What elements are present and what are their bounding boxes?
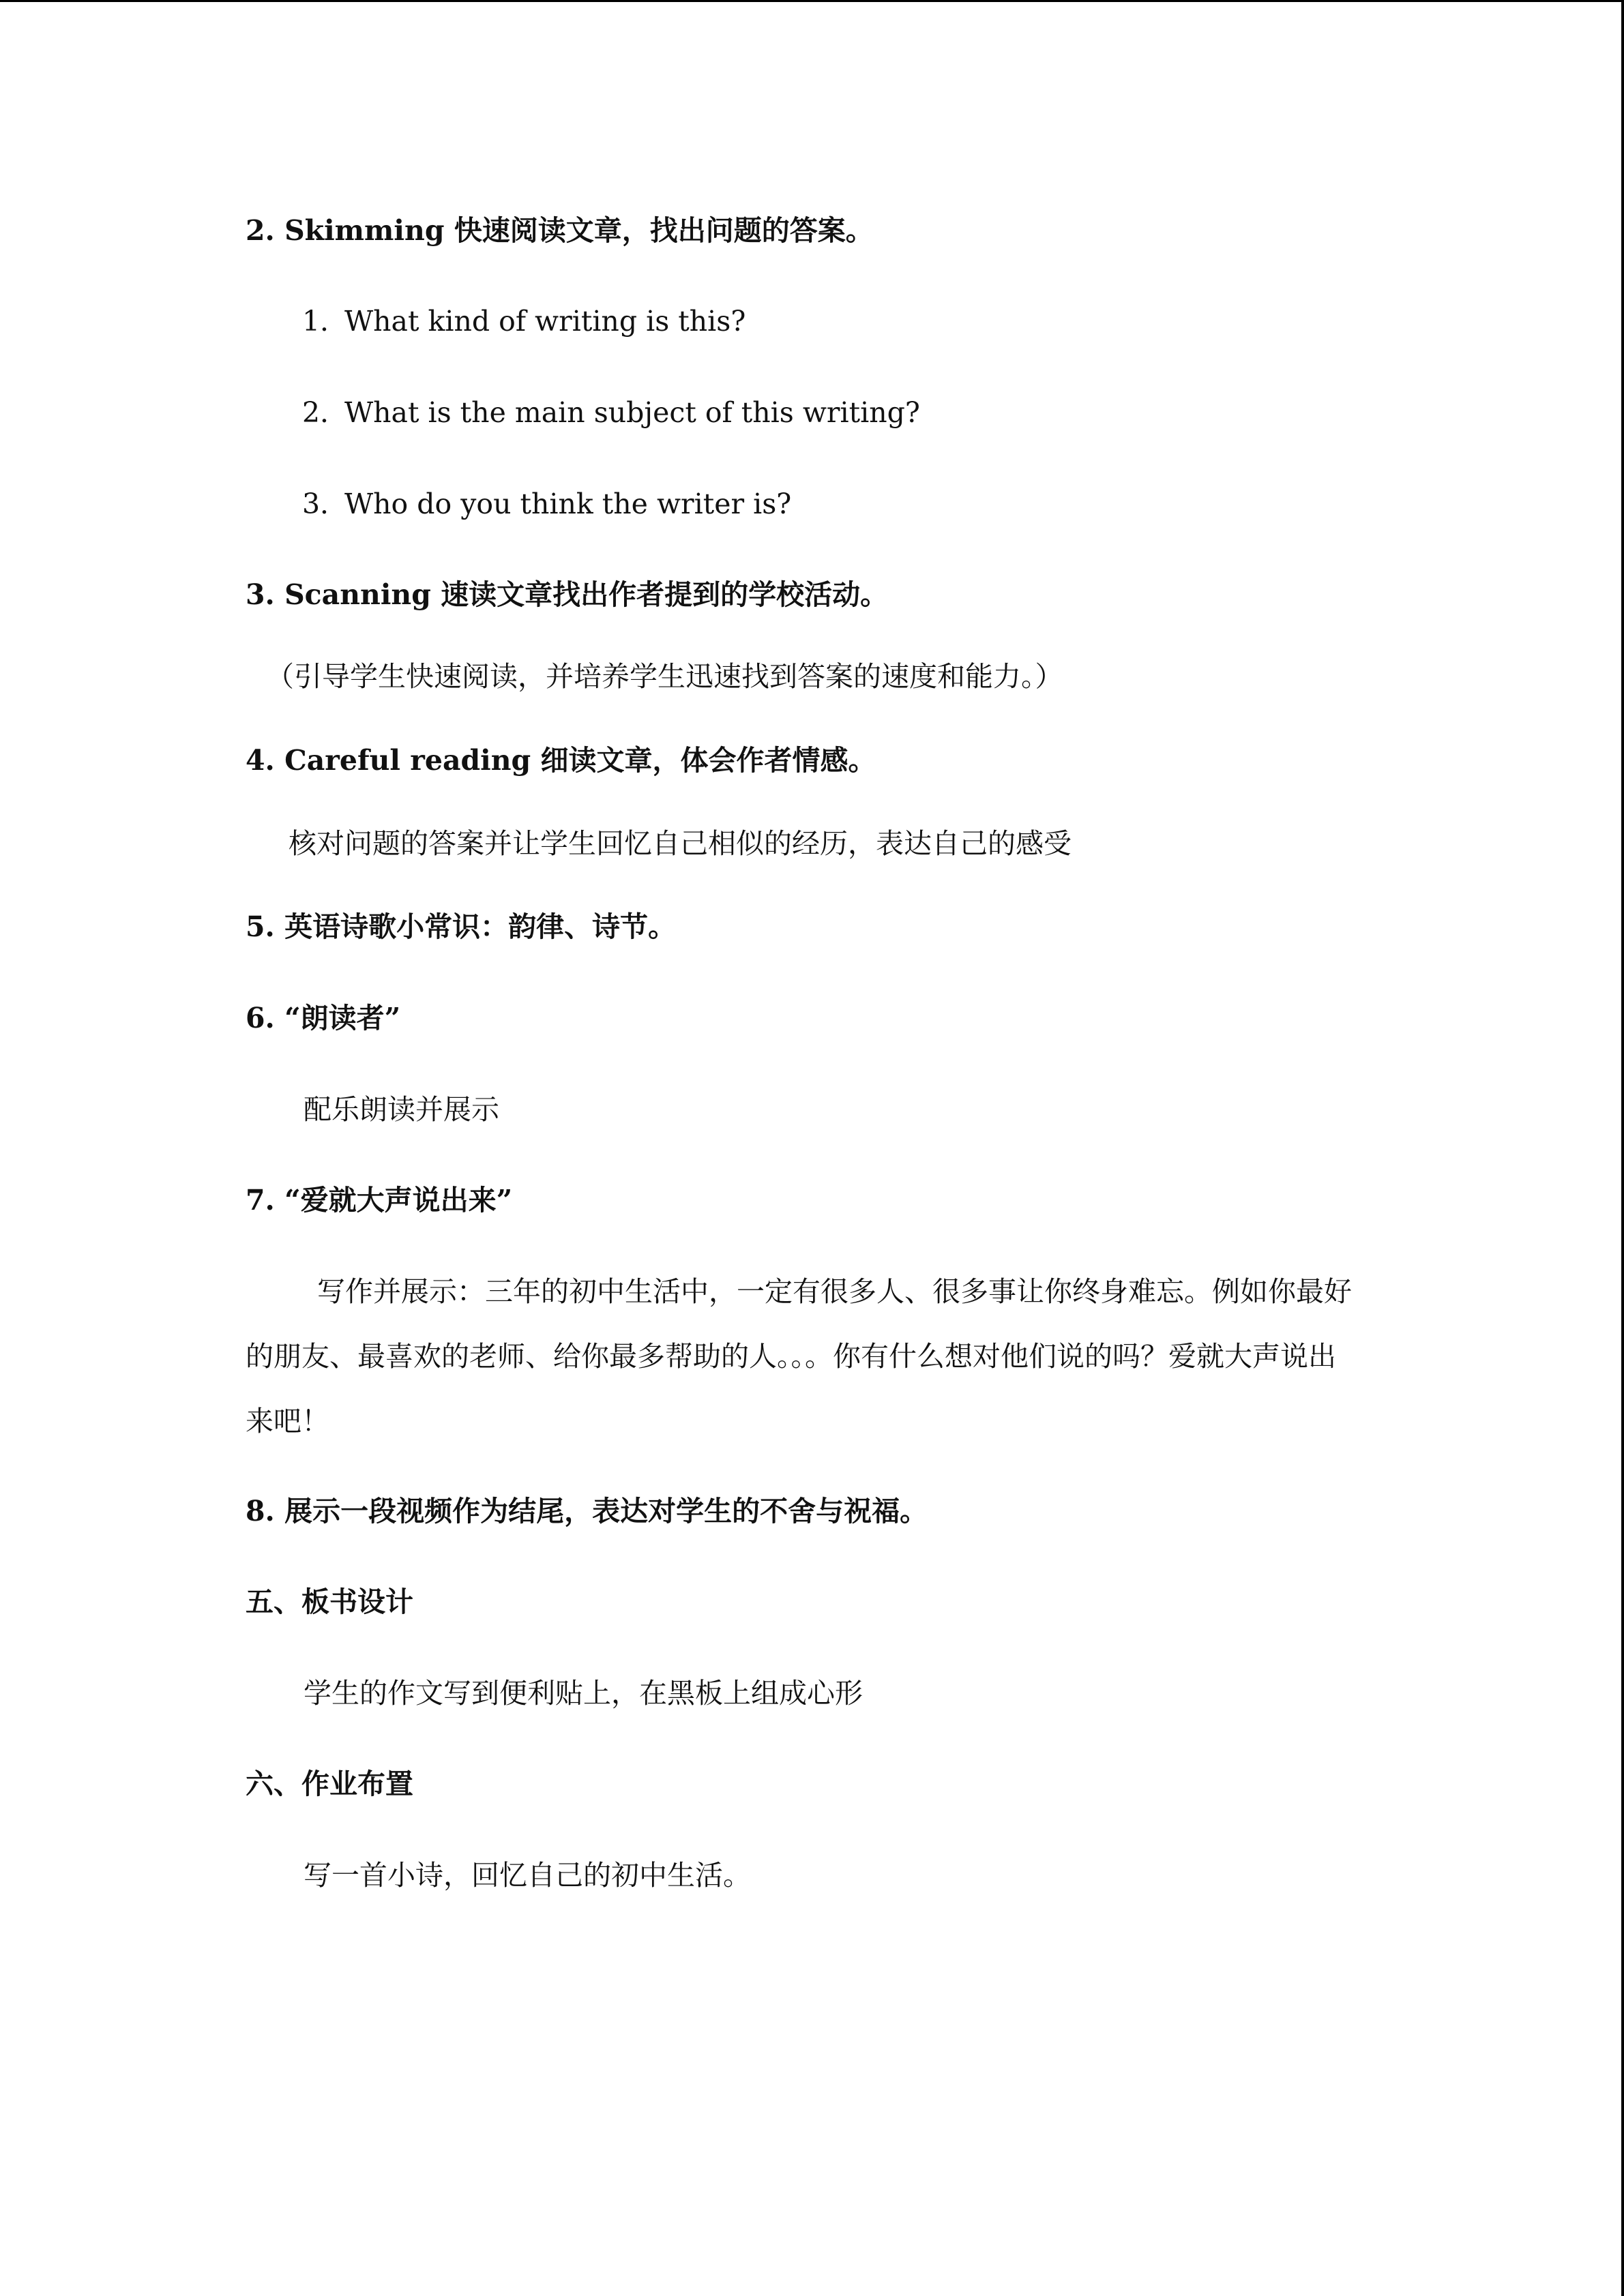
question-item <box>302 303 745 339</box>
question-number: 3． <box>302 488 349 520</box>
careful-reading-body: 核对问题的答案并让学生回忆自己相似的经历，表达自己的感受 <box>289 827 1072 860</box>
speak-out-body-line: 的朋友、最喜欢的老师、给你最多帮助的人。。。你有什么想对他们说的吗？爱就大声说出 <box>246 1340 1336 1373</box>
question-text: Who do you think the writer is? <box>344 488 792 520</box>
section-heading-scanning: 3. Scanning 速读文章找出作者提到的学校活动。 <box>246 578 889 611</box>
question-number: 1． <box>302 305 349 338</box>
section-heading-skimming: 2. Skimming 快速阅读文章，找出问题的答案。 <box>246 214 874 247</box>
scanning-note: （引导学生快速阅读，并培养学生迅速找到答案的速度和能力。） <box>266 660 1063 693</box>
page-right-border <box>1621 0 1624 2296</box>
section-heading-board-design: 五、板书设计 <box>246 1585 413 1618</box>
homework-body: 写一首小诗，回忆自己的初中生活。 <box>304 1859 751 1892</box>
section-heading-homework: 六、作业布置 <box>246 1768 413 1800</box>
section-heading-reader: 6. “朗读者” <box>246 1002 401 1034</box>
board-design-body: 学生的作文写到便利贴上，在黑板上组成心形 <box>304 1677 863 1710</box>
speak-out-body-line: 写作并展示：三年的初中生活中，一定有很多人、很多事让你终身难忘。例如你最好 <box>317 1275 1352 1308</box>
question-item <box>302 395 920 430</box>
reader-body: 配乐朗读并展示 <box>304 1093 499 1126</box>
question-text: What kind of writing is this? <box>344 305 746 338</box>
page-top-border <box>0 0 1624 2</box>
question-text: What is the main subject of this writing? <box>344 396 920 429</box>
question-item <box>302 486 791 522</box>
section-heading-poetry: 5. 英语诗歌小常识：韵律、诗节。 <box>246 910 677 943</box>
section-heading-speak-out: 7. “爱就大声说出来” <box>246 1184 513 1217</box>
section-heading-careful-reading: 4. Careful reading 细读文章，体会作者情感。 <box>246 744 876 777</box>
question-number: 2． <box>302 396 349 429</box>
speak-out-body-line: 来吧！ <box>246 1405 329 1437</box>
section-heading-video: 8. 展示一段视频作为结尾，表达对学生的不舍与祝福。 <box>246 1495 928 1527</box>
